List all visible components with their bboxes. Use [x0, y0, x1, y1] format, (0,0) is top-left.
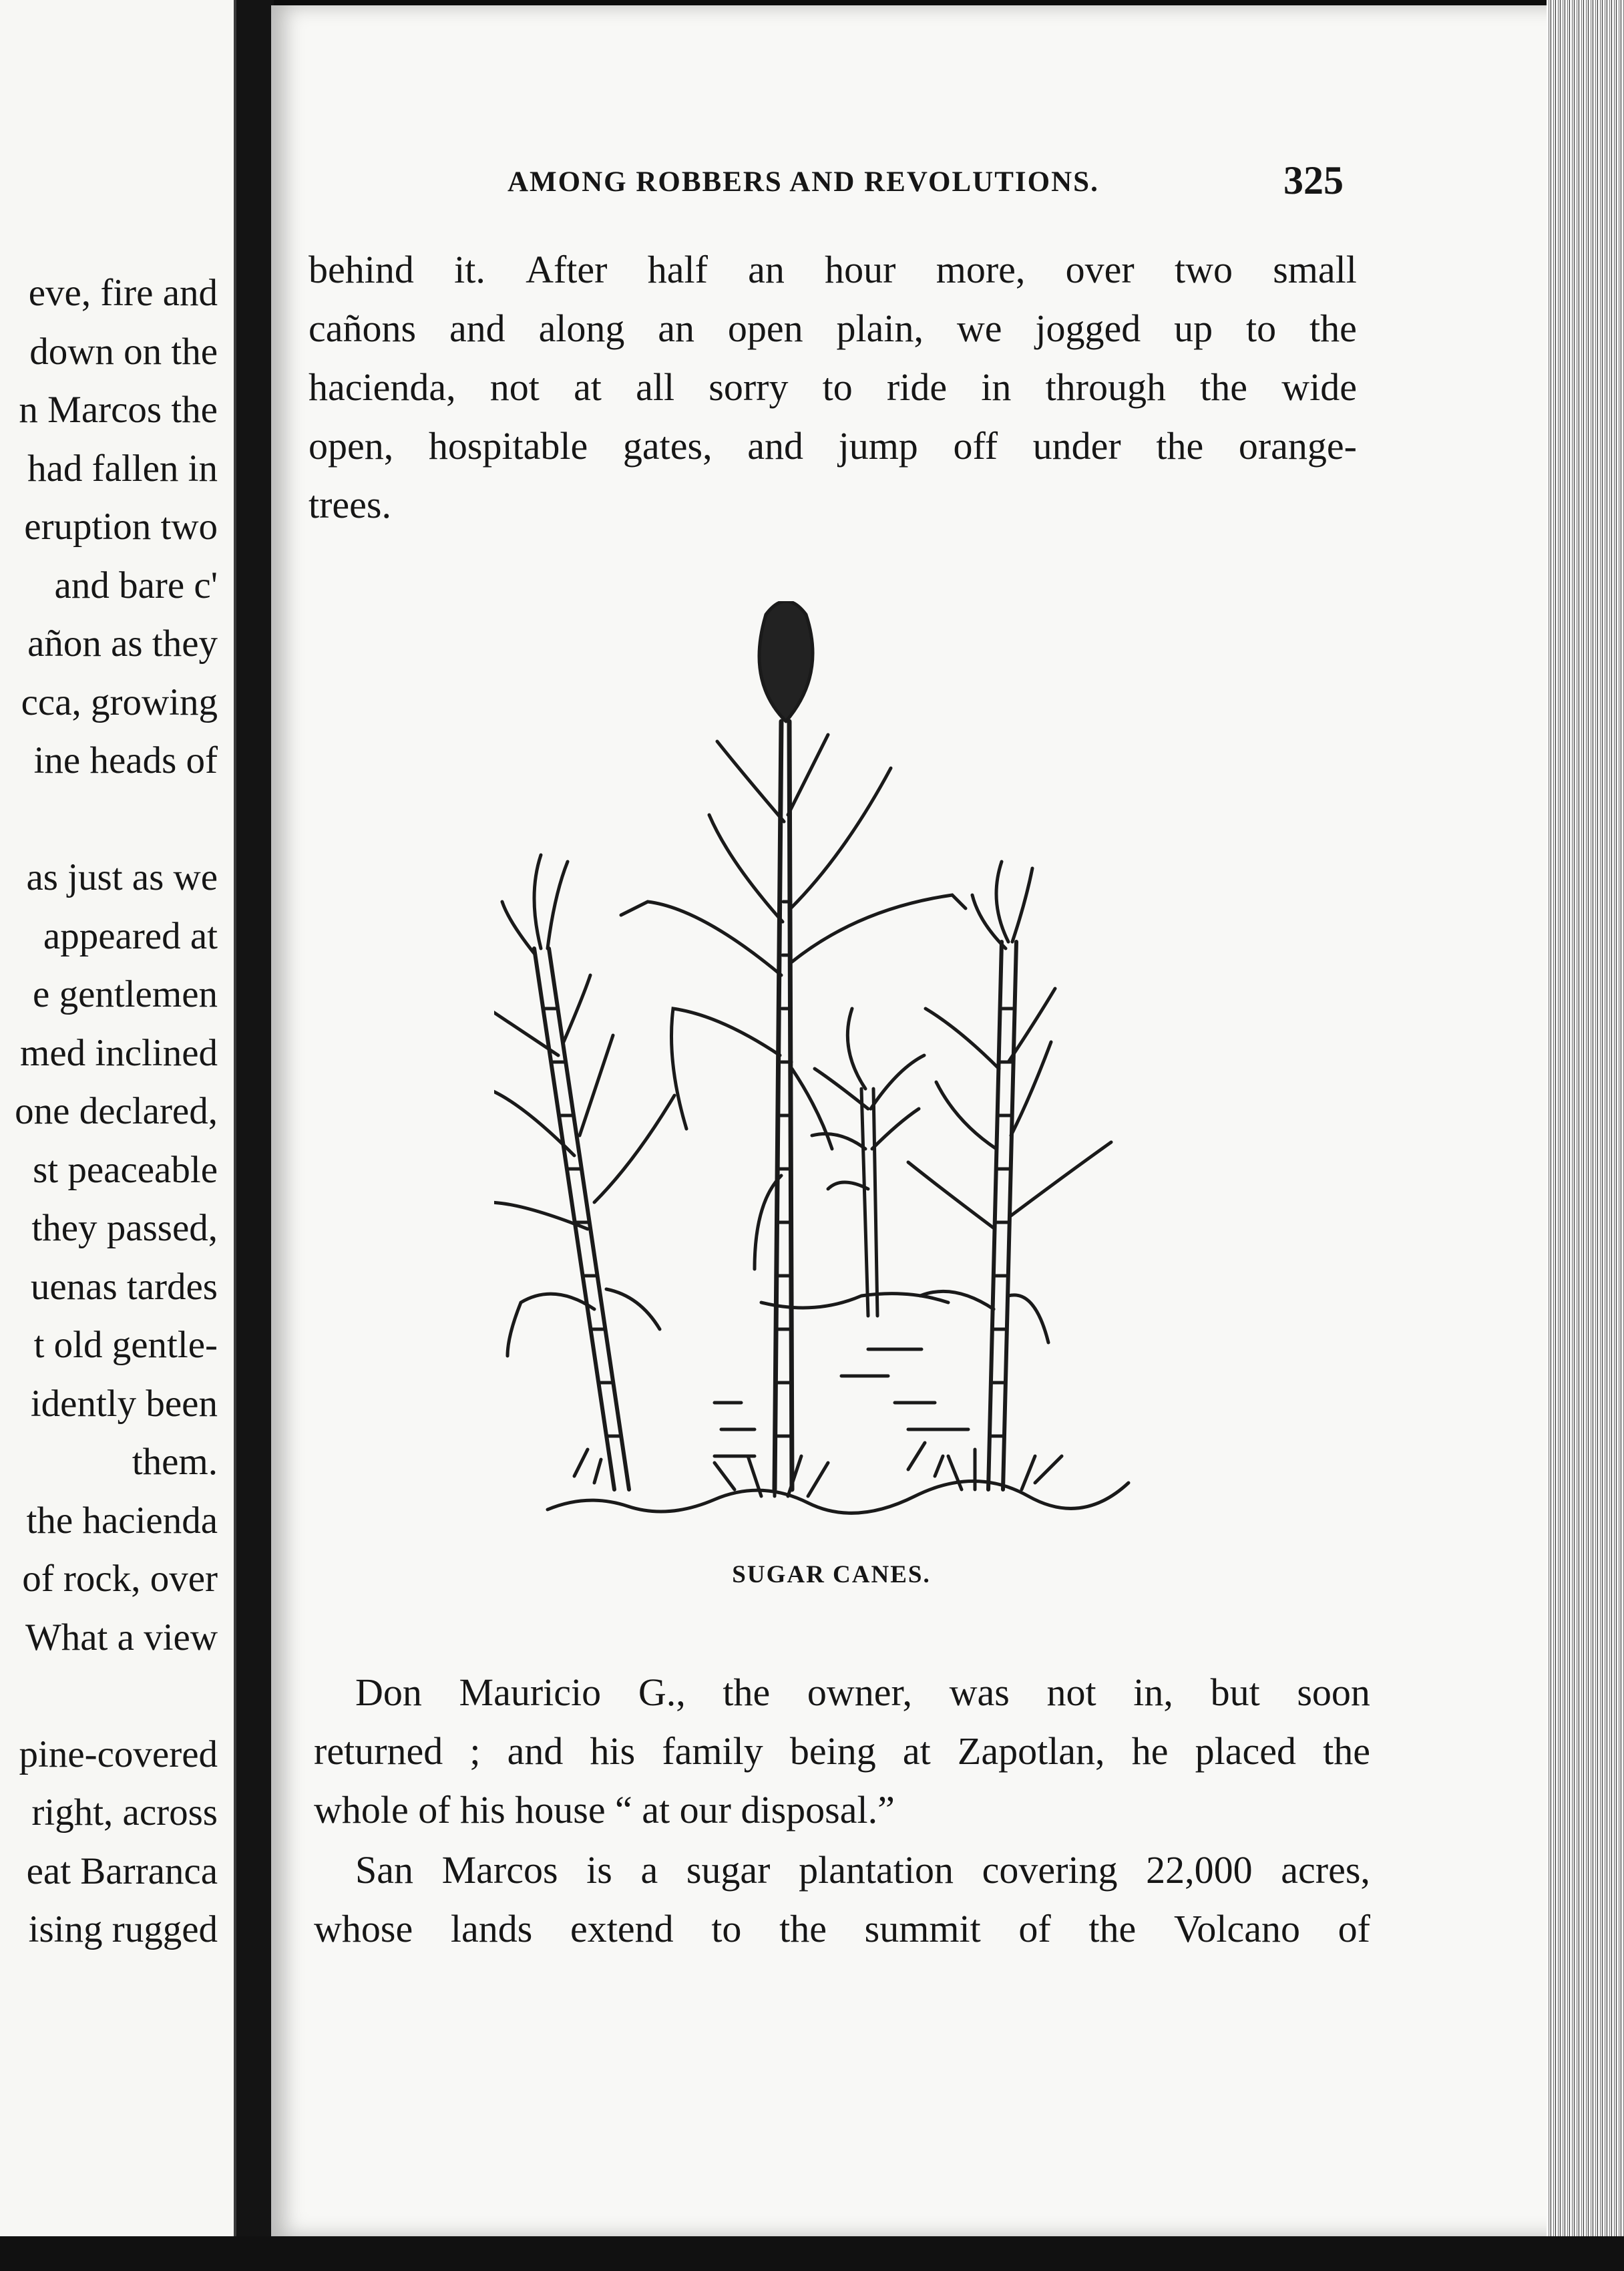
left-text-line: ising rugged: [28, 1908, 218, 1950]
left-text-line: eruption two: [24, 506, 218, 548]
page-number: 325: [1283, 158, 1344, 202]
left-text-line: añon as they: [27, 623, 218, 665]
left-text-line: [15, 1667, 218, 1725]
bottom-shadow: [0, 2236, 1624, 2271]
left-text-line: st peaceable: [33, 1148, 218, 1191]
text-line: open, hospitable gates, and jump off under the orange-: [309, 424, 1357, 468]
left-text-line: idently been: [30, 1382, 218, 1425]
text-line: Don Mauricio G., the owner, was not in, but soon: [355, 1671, 1370, 1714]
left-text-line: of rock, over: [22, 1558, 218, 1600]
sugar-canes-illustration: [494, 601, 1175, 1556]
left-text-line: cca, growing: [21, 681, 218, 723]
left-text-line: n Marcos the: [19, 389, 218, 431]
text-line: trees.: [309, 483, 391, 526]
running-head: AMONG ROBBERS AND REVOLUTIONS.: [508, 166, 1099, 198]
left-text-line: e gentlemen: [33, 973, 218, 1015]
left-text-line: med inclined: [20, 1031, 218, 1074]
text-line: hacienda, not at all sorry to ride in through the wide: [309, 365, 1357, 409]
text-line: whole of his house “ at our disposal.”: [314, 1788, 895, 1831]
left-text-line: and bare c': [54, 564, 218, 606]
left-text-line: ine heads of: [33, 739, 218, 781]
page-edges: [1547, 0, 1624, 2271]
text-line: whose lands extend to the summit of the Volcano of: [314, 1907, 1370, 1950]
paragraph-continued: [309, 240, 1357, 534]
text-line: returned ; and his family being at Zapotlan, he placed the: [314, 1729, 1370, 1773]
left-text-line: down on the: [29, 330, 218, 373]
left-text-line: pine-covered: [19, 1733, 218, 1775]
left-text-line: uenas tardes: [30, 1265, 218, 1308]
left-text-line: one declared,: [15, 1090, 218, 1132]
left-page-text: [15, 264, 218, 1959]
paragraph-san-marcos: [314, 1841, 1370, 1958]
figure-caption: SUGAR CANES.: [732, 1561, 931, 1588]
left-text-line: eve, fire and: [28, 272, 218, 314]
book-gutter: [234, 0, 274, 2271]
text-line: San Marcos is a sugar plantation covering 22,000 acres,: [355, 1848, 1370, 1892]
left-text-line: eat Barranca: [26, 1850, 218, 1892]
left-text-line: [15, 790, 218, 849]
left-text-line: What a view: [25, 1616, 218, 1658]
paragraph-don-mauricio: [314, 1663, 1370, 1840]
left-text-line: them.: [132, 1441, 218, 1483]
left-text-line: had fallen in: [27, 447, 218, 490]
left-text-line: t old gentle-: [33, 1324, 218, 1366]
left-text-line: as just as we: [26, 856, 218, 898]
text-line: behind it. After half an hour more, over two small: [309, 248, 1357, 291]
left-text-line: the hacienda: [26, 1499, 218, 1542]
text-line: cañons and along an open plain, we jogged up to the: [309, 307, 1357, 350]
left-text-line: they passed,: [31, 1207, 218, 1249]
left-text-line: right, across: [31, 1791, 218, 1833]
left-text-line: appeared at: [43, 914, 218, 957]
left-page: [0, 0, 234, 2271]
